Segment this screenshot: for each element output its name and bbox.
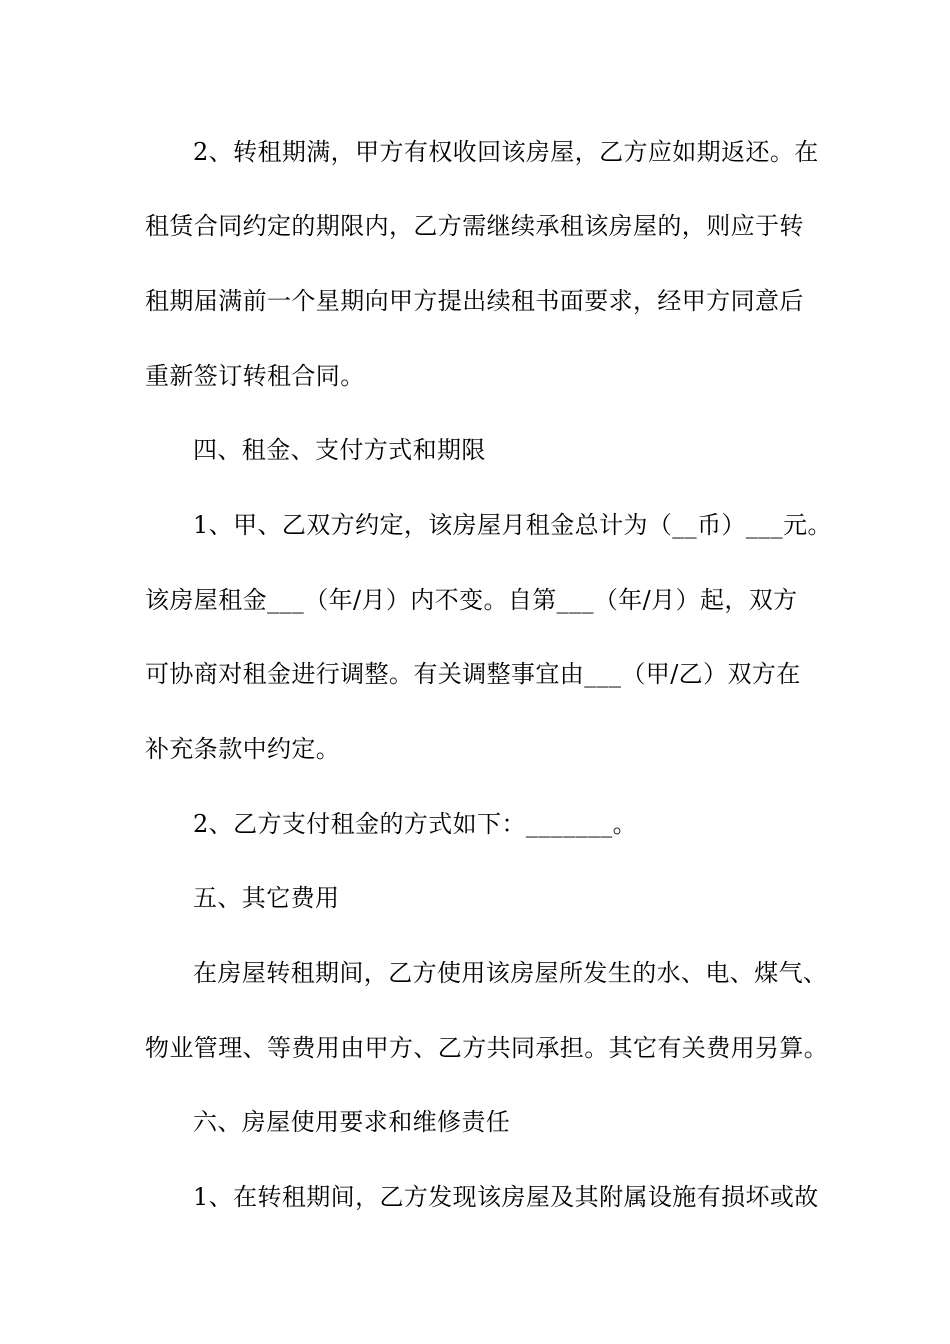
text-line: 租期届满前一个星期向甲方提出续租书面要求，经甲方同意后 xyxy=(145,287,804,315)
text-line: 补充条款中约定。 xyxy=(145,735,341,763)
section-heading-other-fees: 五、其它费用 xyxy=(193,884,340,912)
section-heading-rent: 四、租金、支付方式和期限 xyxy=(193,436,486,464)
text-line: 物业管理、等费用由甲方、乙方共同承担。其它有关费用另算。 xyxy=(145,1034,829,1062)
text-line-clause-1: 1、在转租期间，乙方发现该房屋及其附属设施有损坏或故 xyxy=(193,1183,819,1211)
text-line-clause-1: 1、甲、乙双方约定，该房屋月租金总计为（__币）___元。 xyxy=(193,511,832,539)
text-line-clause-2: 2、乙方支付租金的方式如下：_______。 xyxy=(193,810,638,838)
text-line: 重新签订转租合同。 xyxy=(145,362,365,390)
text-line-paragraph: 在房屋转租期间，乙方使用该房屋所发生的水、电、煤气、 xyxy=(193,959,828,987)
section-heading-usage-maintenance: 六、房屋使用要求和维修责任 xyxy=(193,1108,511,1136)
text-line: 可协商对租金进行调整。有关调整事宜由___（甲/乙）双方在 xyxy=(145,660,801,688)
text-line: 租赁合同约定的期限内，乙方需继续承租该房屋的，则应于转 xyxy=(145,212,804,240)
text-line: 该房屋租金___（年/月）内不变。自第___（年/月）起，双方 xyxy=(145,586,798,614)
text-line-clause-2: 2、转租期满，甲方有权收回该房屋，乙方应如期返还。在 xyxy=(193,138,819,166)
